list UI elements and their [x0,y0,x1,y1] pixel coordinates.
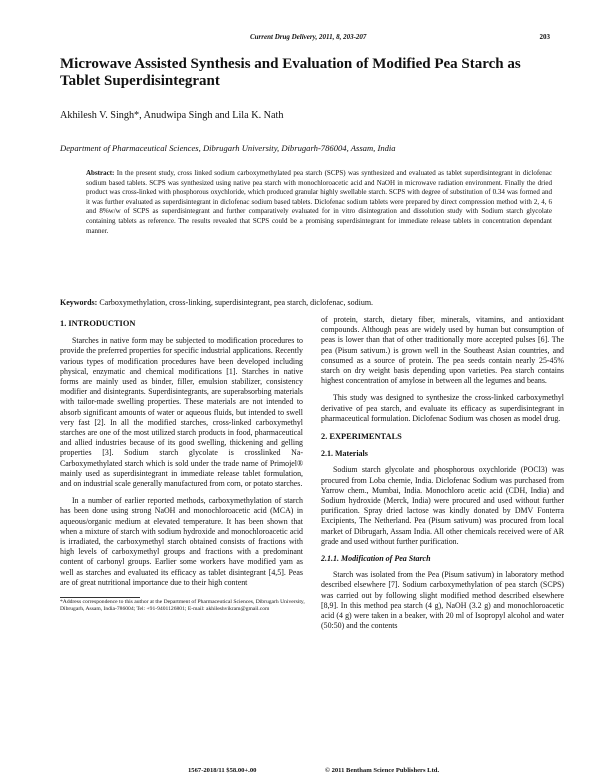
subsubsection-heading-modification: 2.1.1. Modification of Pea Starch [321,554,431,564]
materials-paragraph: Sodium starch glycolate and phosphorous oxychloride (POCl3) was procured from Loba chemie, India. Diclofenac Sodium was purchased from Yarrow chem., Mumbai, India. Monochloro acetic acid (CDH, India) and Sodium hydroxide (Merck, India) were procured and used without further purification. Spray dried lactose was kindly donated by DMV Fonterra Excipients, The Netherland. Pea (Pisum sativum) was procured from local market of Dibrugarh, Assam India. All other chemicals received were of AR grade and used without further purification. [321,465,564,546]
issn-line: 1567-2018/11 $58.00+.00 [188,767,257,774]
copyright-line: © 2011 Bentham Science Publishers Ltd. [325,767,440,774]
modification-paragraph: Starch was isolated from the Pea (Pisum sativum) in laboratory method described elsewhere [7]. Sodium carboxymethylation of pea starch (SCPS) was carried out by following slight modified method described elsewhere [8,9]. In this method pea starch (4 g), NaOH (3.2 g) and monochloroacetic acid (4 g) were taken in a beaker, with 20 ml of Isopropyl alcohol and water (50:50) and the contents [321,570,564,631]
keywords-label: Keywords: [60,298,98,307]
abstract-label: Abstract: [86,169,115,177]
right-column [321,315,564,638]
section-heading-experimentals: 2. EXPERIMENTALS [321,432,402,442]
article-title: Microwave Assisted Synthesis and Evaluation of Modified Pea Starch as Tablet Superdisintegrant [60,56,521,89]
keywords [60,298,560,307]
section-heading-introduction: 1. INTRODUCTION [60,319,136,328]
intro-paragraph-3: of protein, starch, dietary fiber, minerals, vitamins, and antioxidant compounds. Although peas are widely used by human but consumption of peas is lower than that of other traditionally more accepted pulses [6]. The pea (Pisum sativum.) is grown well in the Southeast Asian countries, and consumed as a source of protein. The pea seeds contain nearly 25-45% starch on dry weight basis depending upon varieties. Pea starch contains highest concentration of amylose in between all the legumes and beans. [321,315,564,386]
journal-citation: Current Drug Delivery, 2011, 8, 203-207 [250,33,367,41]
intro-paragraph-4: This study was designed to synthesize the cross-linked carboxymethyl derivative of pea starch, and evaluate its efficacy as superdisintegrant in pharmaceutical formulation. Diclofenac Sodium was chosen as model drug. [321,393,564,423]
left-column [60,311,303,595]
abstract [86,169,552,236]
intro-paragraph-1: Starches in native form may be subjected to modification procedures to provide the preferred properties for specific industrial applications. Recently various types of modification procedures have been developed including physical, enzymatic and chemical modifications [1]. Starches in native forms are mainly used as binder, filler, emulsion stabilizer, consistency modifier and disintegrants. Superdisintegrants, are superabsorbing materials with tailor-made swelling properties. These materials are not intended to absorb significant amounts of water or aqueous fluids, but intended to swell very fast [2]. In all the modified starches, cross-linked carboxymethyl starches are one of the most utilized starch products in food, pharmaceutical and allied industries because of its good swelling, thickening and gelling properties [3]. Sodium starch glycolate is crosslinked Na- Carboxymethylated starch which is sold under the trade name of Primojel® mainly used as superdisintegrant in immediate release tablet formulation, and on industrial scale generally manufactured from corn, or potato starches. [60,336,303,489]
intro-paragraph-2: In a number of earlier reported methods, carboxymethylation of starch has been done using strong NaOH and monochloroacetic acid (MCA) in aqueous/organic medium at elevated temperature. It has been shown that when a mixture of starch with sodium hydroxide and monochloroacetic acid is irradiated, the carboxymethyl starch obtained consists of fractions with high levels of carboxymethyl groups and fractions with a predominant content of carbonyl groups. Earlier some workers have modified yam as well as starches and evaluated its efficacy as tablet disintegrant [4,5]. Peas are of great nutritional importance due to their high content [60,496,303,587]
abstract-text: In the present study, cross linked sodium carboxymethylated pea starch (SCPS) was synthesized and evaluated as tablet superdisintegrant in diclofenac sodium based tablets. SCPS was synthesized using native pea starch with monochloroacetic acid and NaOH in microwave radiation environment. Finally the dried product was cross-linked with phosphorous oxychloride, which produced granular highly swellable starch. SCPS with degree of substitution of 0.34 was formed and it was further evaluated as superdisintegrant in diclofenac sodium based tablets. Diclofenac sodium tablets were prepared by direct compression method with 2, 4, 6 and 8%w/w of SCPS as superdisintegrant and further comparatively evaluated for in vitro disintegration and dissolution study with Sodium starch glycolate containing tablets as reference. The results revealed that SCPS could be a promising superdisintegrant for immediate release tablets in concentration dependant manner. [86,169,552,235]
page-number: 203 [539,33,550,41]
correspondence-footnote: *Address correspondence to this author at the Department of Pharmaceutical Sciences, Dibrugarh University, Dibrugarh, Assam, India-786004; Tel: +91-9401126801; E-mail: akhileshvikram@gmail.com [60,599,305,612]
author-list: Akhilesh V. Singh*, Anudwipa Singh and Lila K. Nath [60,110,284,121]
affiliation: Department of Pharmaceutical Sciences, Dibrugarh University, Dibrugarh-786004, Assam, India [60,143,396,153]
footnote-rule [60,597,140,598]
subsection-heading-materials: 2.1. Materials [321,449,368,459]
keywords-text: Carboxymethylation, cross-linking, superdisintegrant, pea starch, diclofenac, sodium. [97,298,374,307]
